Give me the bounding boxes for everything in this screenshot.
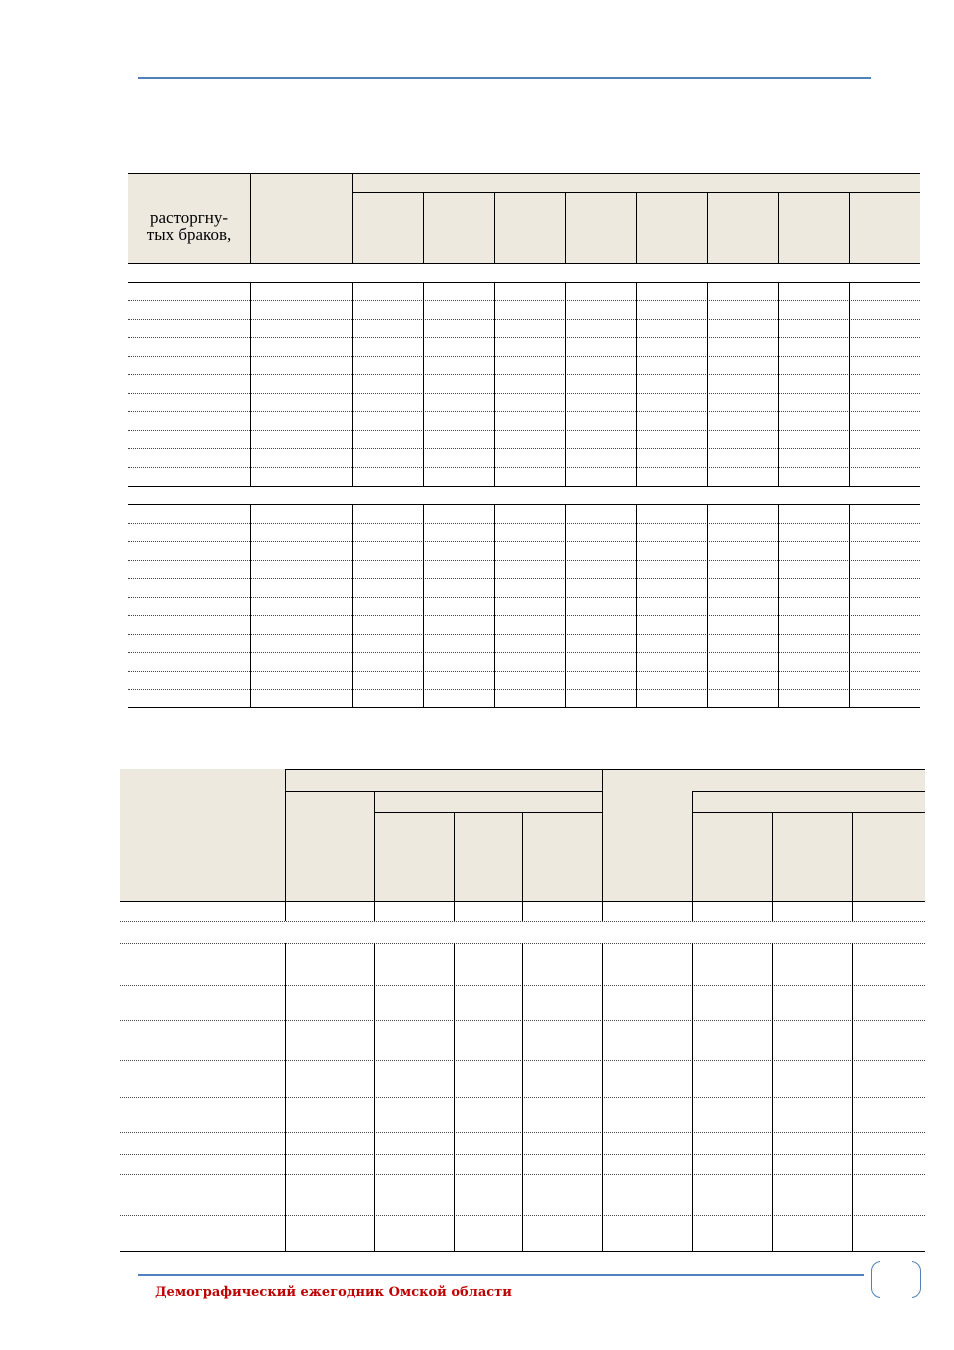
- table1-header-bottom: [128, 263, 920, 264]
- table2-bottom-border: [120, 1251, 925, 1252]
- table1-row-line: [128, 541, 920, 542]
- table1-row-line: [128, 319, 920, 320]
- table1-col-line: [352, 504, 353, 707]
- table1-row-line: [128, 597, 920, 598]
- table1-section1-top: [128, 282, 920, 283]
- table1-col-line: [778, 282, 779, 486]
- table2-col-line: [772, 943, 773, 1251]
- table1-col-line: [778, 192, 779, 263]
- table1-row-line: [128, 615, 920, 616]
- footer-publication-title: Демографический ежегодник Омской области: [155, 1285, 512, 1300]
- table2-col-line: [454, 812, 455, 901]
- table2-top-border: [285, 769, 925, 770]
- table1-col-line: [849, 192, 850, 263]
- table2-row-line: [120, 921, 925, 922]
- table2-col-line: [285, 943, 286, 1251]
- table2-col-line: [374, 791, 375, 901]
- table1-col-line: [250, 173, 251, 263]
- footer-rule: [138, 1274, 864, 1276]
- table2-col-line: [692, 791, 693, 901]
- table1-section2-top: [128, 504, 920, 505]
- table1-col-line: [352, 282, 353, 486]
- table1-row-line: [128, 374, 920, 375]
- top-rule: [138, 77, 871, 79]
- table1-col-line: [250, 504, 251, 707]
- table2-col-line: [852, 901, 853, 921]
- table1-row-line: [128, 337, 920, 338]
- table2-subheader-line: [692, 791, 925, 792]
- table1-col-line: [250, 282, 251, 486]
- table1-col-line: [707, 192, 708, 263]
- table1-row-line: [128, 652, 920, 653]
- table1-col-line: [423, 192, 424, 263]
- table1-top-border: [128, 173, 920, 174]
- table1-row-line: [128, 448, 920, 449]
- table1-row-line: [128, 430, 920, 431]
- table1-col-line: [565, 504, 566, 707]
- table1-col-line: [707, 504, 708, 707]
- table2-col-line: [852, 943, 853, 1251]
- table1-col-line: [849, 504, 850, 707]
- table1-col-line: [423, 504, 424, 707]
- table2-col-line: [602, 901, 603, 921]
- table2-col-line: [522, 901, 523, 921]
- table1-row-line: [128, 356, 920, 357]
- table1-row-line: [128, 300, 920, 301]
- table1-col-line: [778, 504, 779, 707]
- table2-subheader-line: [374, 812, 602, 813]
- table2-col-line: [692, 901, 693, 921]
- table2-col-line: [454, 943, 455, 1251]
- table2-col-line: [692, 943, 693, 1251]
- table1-row-line: [128, 523, 920, 524]
- table1-col-line: [494, 282, 495, 486]
- table1-row-line: [128, 689, 920, 690]
- table2-col-line: [772, 901, 773, 921]
- table1-section1-bottom: [128, 486, 920, 487]
- table1-col-line: [423, 282, 424, 486]
- table2-col-line: [602, 943, 603, 1251]
- table1-col-line: [565, 282, 566, 486]
- table1-row-line: [128, 671, 920, 672]
- table1-header-line2: тых браков,: [146, 225, 232, 244]
- table1-col-line: [849, 282, 850, 486]
- table1-col-line: [494, 504, 495, 707]
- table2-col-line: [374, 943, 375, 1251]
- table1-row-line: [128, 411, 920, 412]
- table1-col-line: [352, 173, 353, 263]
- table1-col-line: [565, 192, 566, 263]
- table1-row-line: [128, 467, 920, 468]
- table2-col-line: [454, 901, 455, 921]
- table1-col-line: [636, 192, 637, 263]
- table1-row-line: [128, 393, 920, 394]
- table2-col-line: [285, 769, 286, 901]
- table1-header-line1: расторгну-: [149, 208, 229, 227]
- table1-row-line: [128, 634, 920, 635]
- table2-col-line: [602, 769, 603, 901]
- table2-subheader-line: [692, 812, 925, 813]
- table1-header-label: [128, 209, 250, 243]
- table2-col-line: [374, 901, 375, 921]
- table1-row-line: [128, 560, 920, 561]
- table1-col-line: [707, 282, 708, 486]
- table2-col-line: [772, 812, 773, 901]
- table1-bottom-border: [128, 707, 920, 708]
- table2-col-line: [522, 812, 523, 901]
- table2-col-line: [852, 812, 853, 901]
- table2-col-line: [522, 943, 523, 1251]
- page-number-box: [871, 1261, 921, 1298]
- table2-col-line: [285, 901, 286, 921]
- table2-subheader-line: [374, 791, 602, 792]
- table1-row-line: [128, 578, 920, 579]
- table1-col-line: [636, 504, 637, 707]
- table1-col-line: [494, 192, 495, 263]
- table2-subheader-line: [285, 791, 374, 792]
- table1-col-line: [636, 282, 637, 486]
